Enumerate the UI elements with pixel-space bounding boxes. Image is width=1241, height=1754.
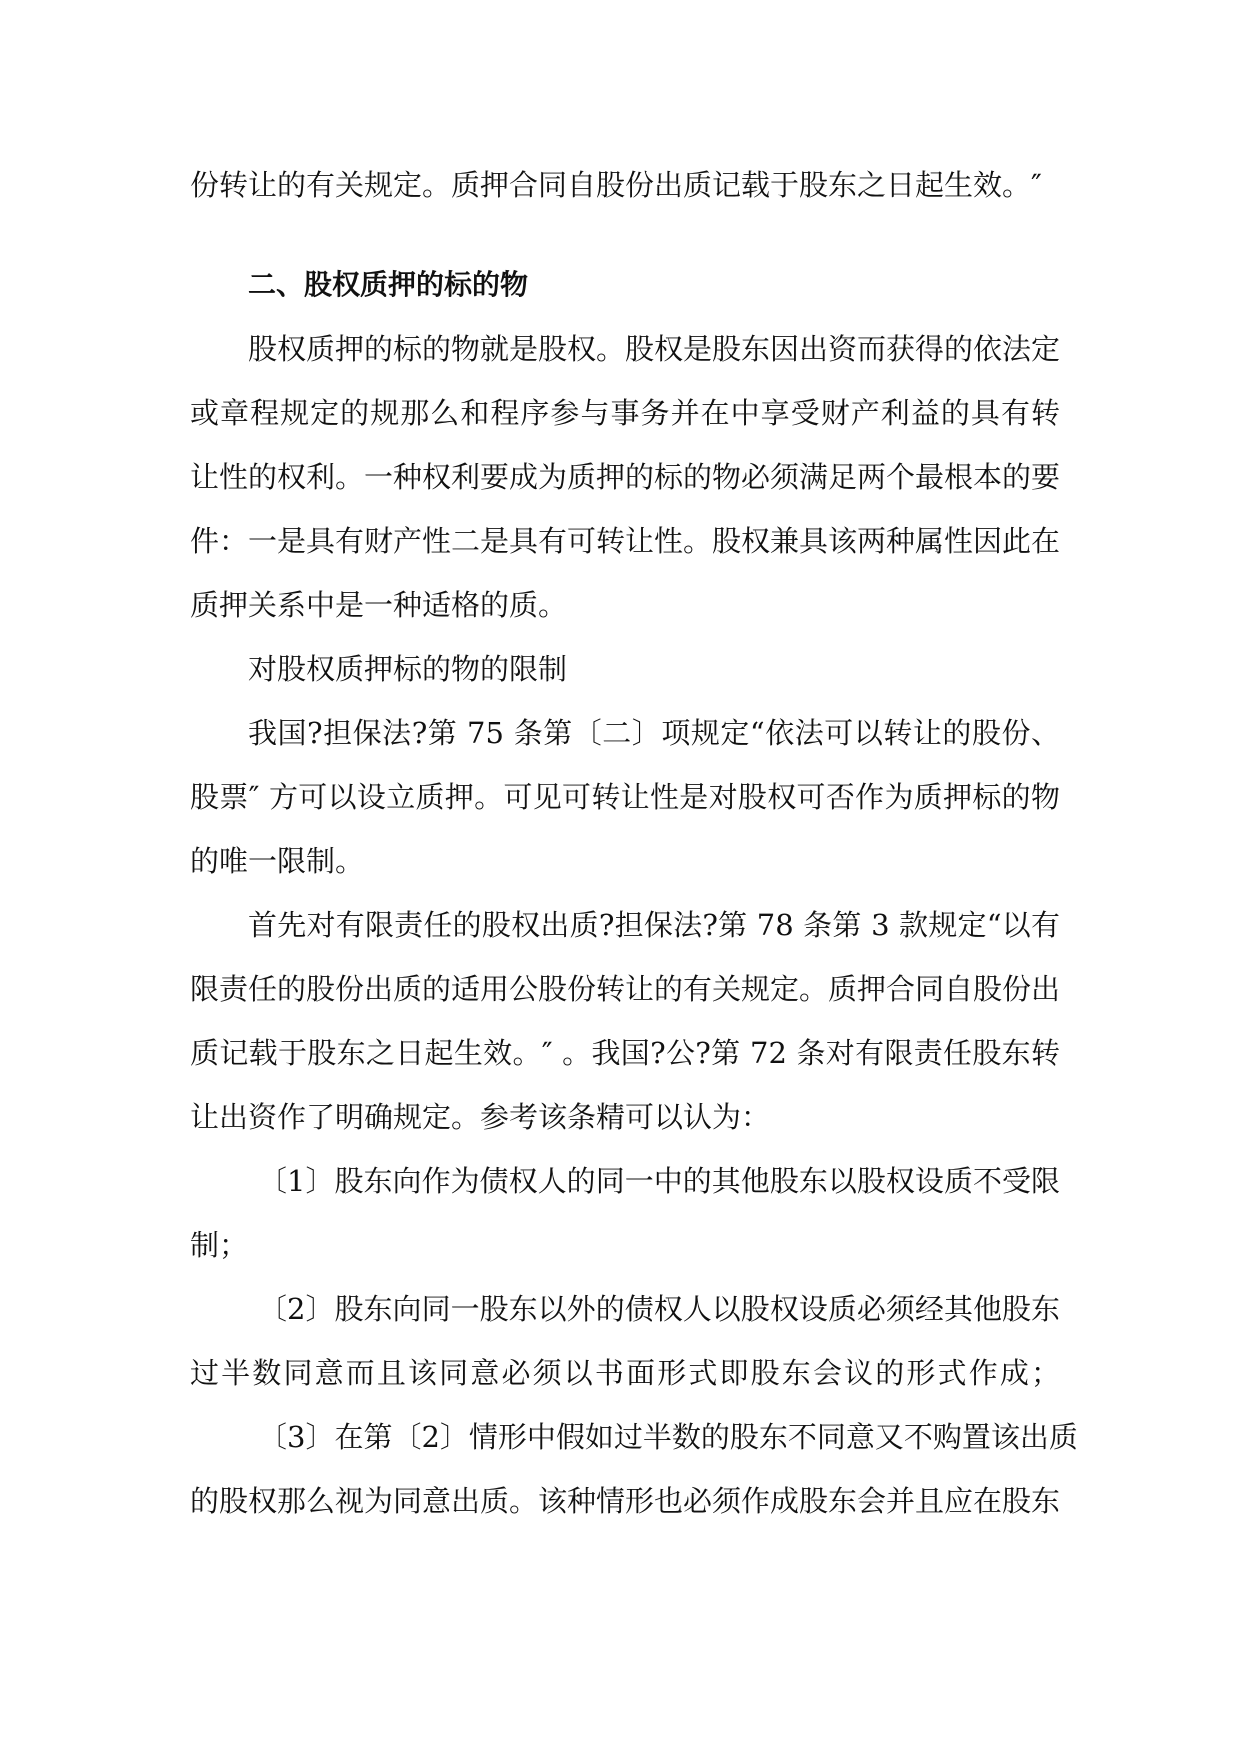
paragraph-line: 让性的权利。一种权利要成为质押的标的物必须满足两个最根本的要	[190, 460, 1061, 494]
paragraph-line: 质记载于股东之日起生效。″ 。我国?公?第 72 条对有限责任股东转	[190, 1036, 1060, 1070]
section-gap	[190, 217, 1060, 253]
list-item-line: 制；	[190, 1228, 249, 1262]
paragraph-line: 件：一是具有财产性二是具有可转让性。股权兼具该两种属性因此在	[190, 524, 1061, 558]
paragraph-line: 首先对有限责任的股权出质?担保法?第 78 条第 3 款规定“以有	[248, 908, 1060, 942]
paragraph-line: 份转让的有关规定。质押合同自股份出质记载于股东之日起生效。″	[190, 168, 1042, 202]
paragraph-line: 股票″ 方可以设立质押。可见可转让性是对股权可否作为质押标的物	[190, 780, 1060, 814]
paragraph-line: 限责任的股份出质的适用公股份转让的有关规定。质押合同自股份出	[190, 972, 1061, 1006]
list-item-line: 过半数同意而且该同意必须以书面形式即股东会议的形式作成；	[190, 1356, 1060, 1390]
paragraph-line: 我国?担保法?第 75 条第〔二〕项规定“依法可以转让的股份、	[248, 716, 1060, 750]
list-item-line: 〔1〕股东向作为债权人的同一中的其他股东以股权设质不受限	[258, 1164, 1060, 1198]
paragraph-line: 或章程规定的规那么和程序参与事务并在中享受财产利益的具有转	[190, 396, 1060, 430]
list-item-line: 〔3〕在第〔2〕情形中假如过半数的股东不同意又不购置该出质	[258, 1420, 1078, 1454]
paragraph-line: 的唯一限制。	[190, 844, 365, 878]
paragraph-line: 质押关系中是一种适格的质。	[190, 588, 568, 622]
list-item-line: 〔2〕股东向同一股东以外的债权人以股权设质必须经其他股东	[258, 1292, 1060, 1326]
subheading: 对股权质押标的物的限制	[248, 652, 568, 686]
paragraph-line: 让出资作了明确规定。参考该条精可以认为：	[190, 1100, 771, 1134]
document-body	[190, 153, 1078, 1533]
list-item-line: 的股权那么视为同意出质。该种情形也必须作成股东会并且应在股东	[190, 1484, 1061, 1518]
paragraph-line: 股权质押的标的物就是股权。股权是股东因出资而获得的依法定	[248, 332, 1061, 366]
section-heading: 二、股权质押的标的物	[248, 268, 529, 301]
